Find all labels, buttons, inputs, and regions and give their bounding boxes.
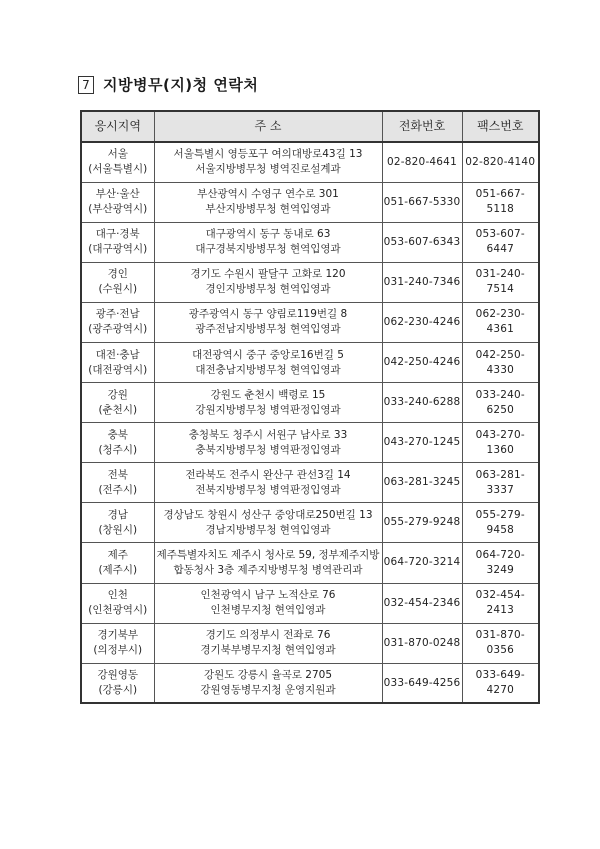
address-cell <box>154 342 382 382</box>
table-row <box>81 342 539 382</box>
address-cell <box>154 583 382 623</box>
region-name: 강원영동 <box>97 669 139 682</box>
region-city: (춘천시) <box>98 403 138 416</box>
section-title: 지방병무(지)청 연락처 <box>103 76 259 94</box>
fax-cell: 062-230-4361 <box>462 302 539 342</box>
address-line: 대구광역시 동구 동내로 63 <box>205 228 331 241</box>
region-name: 부산·울산 <box>95 188 140 201</box>
fax-cell: 043-270-1360 <box>462 423 539 463</box>
region-name: 대구·경북 <box>95 228 140 241</box>
office-line: 부산지방병무청 현역입영과 <box>205 203 331 216</box>
region-cell <box>81 182 154 222</box>
header-phone: 전화번호 <box>382 111 462 142</box>
region-city: (대전광역시) <box>88 363 148 376</box>
region-cell <box>81 142 154 182</box>
fax-cell: 033-240-6250 <box>462 383 539 423</box>
office-line: 경기북부병무지청 현역입영과 <box>200 644 336 657</box>
region-city: (서울특별시) <box>88 163 148 176</box>
fax-cell: 053-607-6447 <box>462 222 539 262</box>
address-cell <box>154 182 382 222</box>
region-cell <box>81 222 154 262</box>
region-name: 경기북부 <box>97 629 139 642</box>
address-line: 제주특별자치도 제주시 청사로 59, 정부제주지방 <box>156 548 380 561</box>
phone-cell: 02-820-4641 <box>382 142 462 182</box>
address-cell <box>154 423 382 463</box>
table-row <box>81 182 539 222</box>
office-line: 강원지방병무청 병역판정입영과 <box>195 403 341 416</box>
region-cell <box>81 302 154 342</box>
region-city: (청주시) <box>98 443 138 456</box>
table-row <box>81 503 539 543</box>
address-cell <box>154 222 382 262</box>
fax-cell: 051-667-5118 <box>462 182 539 222</box>
region-name: 광주·전남 <box>95 308 140 321</box>
office-line: 대구경북지방병무청 현역입영과 <box>195 243 341 256</box>
table-row <box>81 663 539 703</box>
region-cell <box>81 543 154 583</box>
region-city: (창원시) <box>98 523 138 536</box>
address-line: 강원도 춘천시 백령로 15 <box>210 388 326 401</box>
region-name: 강원 <box>107 388 128 401</box>
region-city: (인천광역시) <box>88 604 148 617</box>
fax-cell: 033-649-4270 <box>462 663 539 703</box>
fax-cell: 064-720-3249 <box>462 543 539 583</box>
fax-cell: 031-870-0356 <box>462 623 539 663</box>
address-line: 서울특별시 영등포구 여의대방로43길 13 <box>173 148 363 161</box>
fax-cell: 032-454-2413 <box>462 583 539 623</box>
address-cell <box>154 262 382 302</box>
region-name: 전북 <box>107 468 128 481</box>
region-cell <box>81 342 154 382</box>
phone-cell: 055-279-9248 <box>382 503 462 543</box>
address-line: 경기도 수원시 팔달구 고화로 120 <box>190 268 346 281</box>
section-number: 7 <box>78 76 94 94</box>
header-row <box>81 111 539 142</box>
office-line: 서울지방병무청 병역진로설계과 <box>195 163 341 176</box>
phone-cell: 051-667-5330 <box>382 182 462 222</box>
table-row <box>81 423 539 463</box>
address-line: 경상남도 창원시 성산구 중앙대로250번길 13 <box>163 508 373 521</box>
address-cell <box>154 623 382 663</box>
region-city: (수원시) <box>98 283 138 296</box>
table-row <box>81 583 539 623</box>
address-cell <box>154 463 382 503</box>
table-row <box>81 302 539 342</box>
address-line: 경기도 의정부시 전좌로 76 <box>205 629 331 642</box>
phone-cell: 042-250-4246 <box>382 342 462 382</box>
region-cell <box>81 623 154 663</box>
region-cell <box>81 423 154 463</box>
office-line: 전북지방병무청 병역판정입영과 <box>195 483 341 496</box>
fax-cell: 031-240-7514 <box>462 262 539 302</box>
fax-cell: 063-281-3337 <box>462 463 539 503</box>
office-line: 합동청사 3층 제주지방병무청 병역관리과 <box>173 563 363 576</box>
region-city: (의정부시) <box>93 644 143 657</box>
section-heading <box>78 74 258 95</box>
address-cell <box>154 142 382 182</box>
region-city: (제주시) <box>98 563 138 576</box>
phone-cell: 063-281-3245 <box>382 463 462 503</box>
address-line: 인천광역시 남구 노적산로 76 <box>200 589 336 602</box>
address-cell <box>154 503 382 543</box>
fax-cell: 042-250-4330 <box>462 342 539 382</box>
phone-cell: 064-720-3214 <box>382 543 462 583</box>
region-city: (광주광역시) <box>88 323 148 336</box>
phone-cell: 031-240-7346 <box>382 262 462 302</box>
office-line: 인천병무지청 현역입영과 <box>210 604 326 617</box>
contacts-table <box>80 110 540 704</box>
office-line: 경인지방병무청 현역입영과 <box>205 283 331 296</box>
phone-cell: 053-607-6343 <box>382 222 462 262</box>
office-line: 광주전남지방병무청 현역입영과 <box>195 323 341 336</box>
region-name: 대전·충남 <box>95 348 140 361</box>
region-name: 제주 <box>107 548 128 561</box>
region-city: (전주시) <box>98 483 138 496</box>
table-row <box>81 222 539 262</box>
region-name: 충북 <box>107 428 128 441</box>
region-cell <box>81 663 154 703</box>
address-cell <box>154 302 382 342</box>
address-line: 대전광역시 중구 중앙로16번길 5 <box>192 348 344 361</box>
table-body <box>81 142 539 703</box>
address-line: 강원도 강릉시 율곡로 2705 <box>203 669 333 682</box>
office-line: 경남지방병무청 현역입영과 <box>205 523 331 536</box>
header-fax: 팩스번호 <box>462 111 539 142</box>
region-city: (부산광역시) <box>88 203 148 216</box>
address-line: 부산광역시 수영구 연수로 301 <box>197 188 339 201</box>
region-city: (대구광역시) <box>88 243 148 256</box>
phone-cell: 033-649-4256 <box>382 663 462 703</box>
table-row <box>81 463 539 503</box>
phone-cell: 043-270-1245 <box>382 423 462 463</box>
address-cell <box>154 663 382 703</box>
region-city: (강릉시) <box>98 684 138 697</box>
region-cell <box>81 503 154 543</box>
header-region: 응시지역 <box>81 111 154 142</box>
region-cell <box>81 583 154 623</box>
address-cell <box>154 383 382 423</box>
fax-cell: 055-279-9458 <box>462 503 539 543</box>
phone-cell: 032-454-2346 <box>382 583 462 623</box>
region-cell <box>81 383 154 423</box>
fax-cell: 02-820-4140 <box>462 142 539 182</box>
office-line: 대전충남지방병무청 현역입영과 <box>195 363 341 376</box>
address-line: 충청북도 청주시 서원구 남사로 33 <box>188 428 348 441</box>
region-name: 인천 <box>107 589 128 602</box>
table-row <box>81 383 539 423</box>
address-line: 전라북도 전주시 완산구 관선3길 14 <box>185 468 351 481</box>
address-line: 광주광역시 동구 양림로119번길 8 <box>188 308 348 321</box>
office-line: 강원영동병무지청 운영지원과 <box>200 684 336 697</box>
phone-cell: 062-230-4246 <box>382 302 462 342</box>
phone-cell: 031-870-0248 <box>382 623 462 663</box>
header-address: 주 소 <box>154 111 382 142</box>
address-cell <box>154 543 382 583</box>
table-row <box>81 142 539 182</box>
table-row <box>81 623 539 663</box>
region-name: 경인 <box>107 268 128 281</box>
table-row <box>81 262 539 302</box>
region-name: 서울 <box>107 148 128 161</box>
region-cell <box>81 262 154 302</box>
office-line: 충북지방병무청 병역판정입영과 <box>195 443 341 456</box>
region-cell <box>81 463 154 503</box>
table-row <box>81 543 539 583</box>
region-name: 경남 <box>107 508 128 521</box>
phone-cell: 033-240-6288 <box>382 383 462 423</box>
